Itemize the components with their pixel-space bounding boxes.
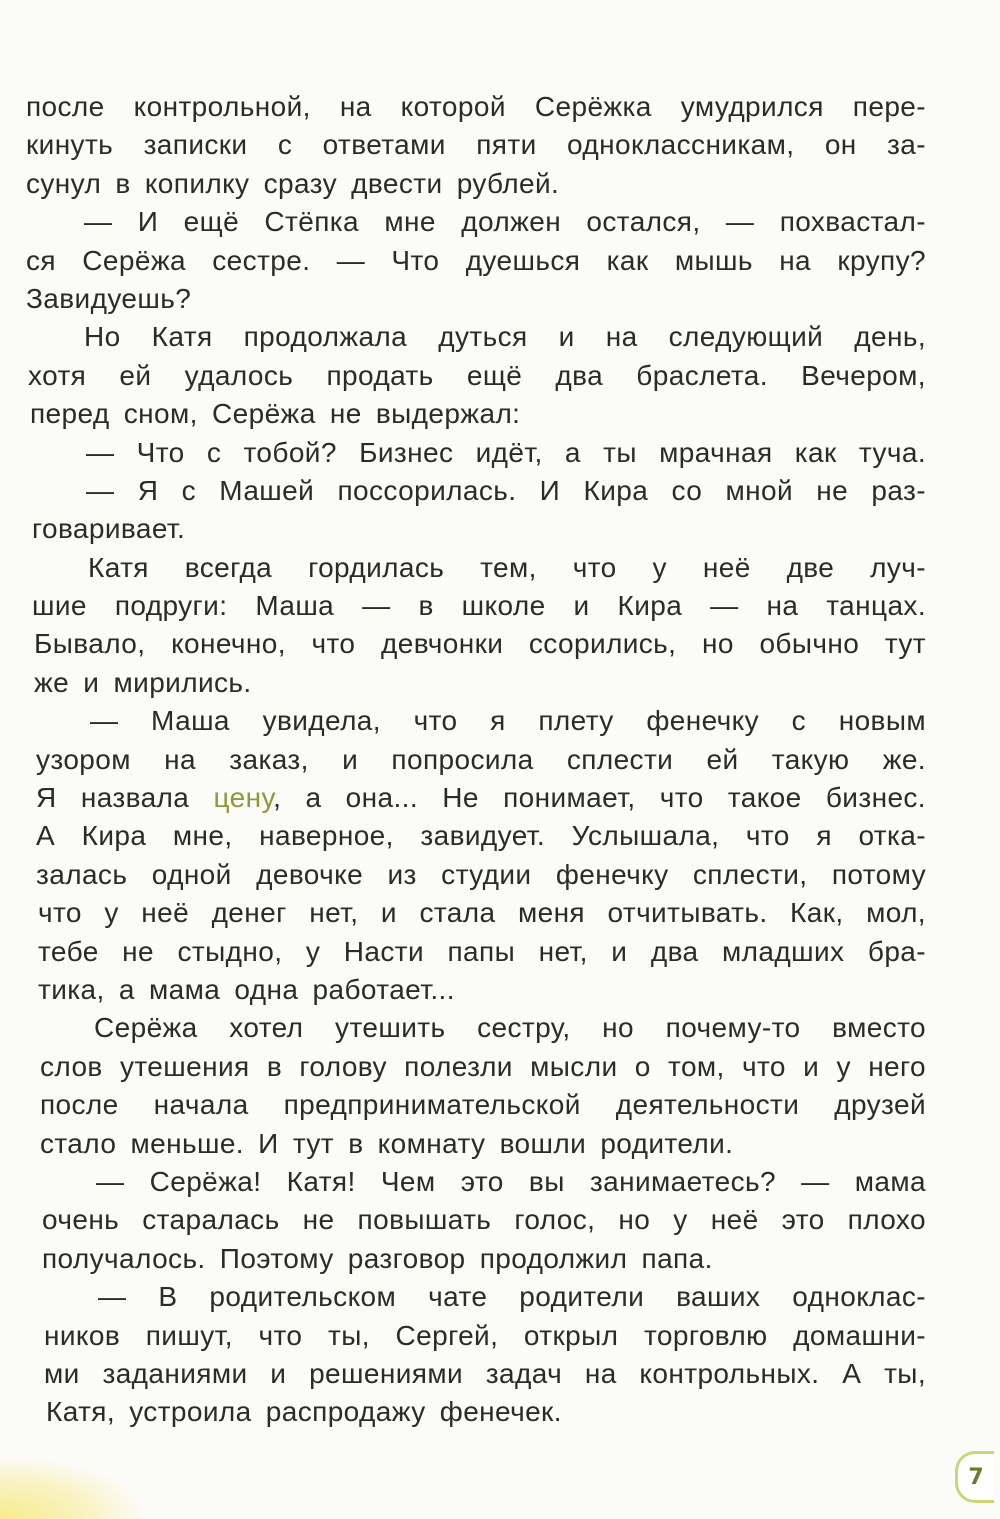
text-line (26, 357, 926, 395)
text-line (26, 434, 926, 472)
text-line (26, 779, 926, 817)
text-line-content: — Маша увидела, что я плету фенечку с новым (90, 705, 926, 737)
text-line-content: очень старалась не повышать голос, но у неё это плохо (42, 1204, 926, 1236)
text-line (26, 88, 926, 126)
decorative-splash (0, 1459, 140, 1519)
text-line-content: Серёжа хотел утешить сестру, но почему-то вместо (94, 1012, 926, 1044)
text-line (26, 664, 926, 702)
text-line-content: получалось. Поэтому разговор продолжил папа. (42, 1242, 713, 1274)
text-line (26, 1317, 926, 1355)
text-line (26, 856, 926, 894)
text-line-content: тика, а мама одна работает... (38, 973, 455, 1005)
text-line (26, 971, 926, 1009)
text-line (26, 817, 926, 855)
text-line-content: перед сном, Серёжа не выдержал: (30, 398, 521, 430)
text-line-content: — Серёжа! Катя! Чем это вы занимаетесь? — мама (96, 1165, 926, 1197)
text-line-content: же и мирились. (34, 666, 252, 698)
text-line (26, 1048, 926, 1086)
text-line-content: кинуть записки с ответами пяти одноклассникам, он за- (26, 129, 926, 161)
text-line (26, 1009, 926, 1047)
text-line-content: — В родительском чате родители ваших одноклас- (98, 1281, 926, 1313)
text-line-content: ников пишут, что ты, Сергей, открыл торговлю домашни- (44, 1319, 926, 1351)
text-line (26, 1163, 926, 1201)
text-line (26, 1086, 926, 1124)
text-line (26, 165, 926, 203)
text-line (26, 894, 926, 932)
text-line-tail: , а она... Не понимает, что такое бизнес. (273, 782, 926, 814)
body-text (26, 88, 926, 1432)
text-line-content: стало меньше. И тут в комнату вошли родители. (40, 1127, 734, 1159)
text-line-content: хотя ей удалось продать ещё два браслета. Вечером, (28, 359, 926, 391)
text-line-content: после контрольной, на которой Серёжка умудрился пере- (26, 91, 926, 122)
text-line (26, 395, 926, 433)
text-line (26, 280, 926, 318)
text-line-content: — Что с тобой? Бизнес идёт, а ты мрачная как туча. (86, 436, 926, 468)
text-line-content: — И ещё Стёпка мне должен остался, — похвастал- (84, 206, 926, 238)
text-line (26, 510, 926, 548)
text-line (26, 1355, 926, 1393)
text-line (26, 318, 926, 356)
text-line (26, 741, 926, 779)
page-number: 7 (955, 1451, 994, 1503)
text-line-content: тебе не стыдно, у Насти папы нет, и два младших бра- (38, 935, 926, 967)
text-line-content: говаривает. (32, 513, 186, 545)
text-line (26, 625, 926, 663)
text-line (26, 1393, 926, 1431)
text-line (26, 1278, 926, 1316)
text-line (26, 933, 926, 971)
text-line (26, 203, 926, 241)
text-line-content: — Я с Машей поссорилась. И Кира со мной не раз- (86, 474, 926, 506)
text-line-content: после начала предпринимательской деятельности друзей (40, 1089, 926, 1121)
text-line-content: что у неё денег нет, и стала меня отчитывать. Как, мол, (38, 897, 926, 929)
text-line-content: сунул в копилку сразу двести рублей. (26, 167, 560, 199)
text-line (26, 702, 926, 740)
text-line-content: Катя, устроила распродажу фенечек. (46, 1396, 562, 1428)
text-line (26, 549, 926, 587)
text-line-content: Но Катя продолжала дуться и на следующий день, (84, 321, 926, 353)
text-line-content: слов утешения в голову полезли мысли о том, что и у него (40, 1050, 926, 1082)
highlighted-word[interactable]: цену (213, 782, 274, 814)
text-line (26, 1240, 926, 1278)
text-line-content: ми заданиями и решениями задач на контрольных. А ты, (44, 1357, 926, 1389)
text-line-content: узором на заказ, и попросила сплести ей такую же. (36, 743, 926, 775)
text-line-content: Я назвала (36, 782, 214, 814)
text-line-content: Бывало, конечно, что девчонки ссорились, но обычно тут (34, 628, 926, 660)
text-line (26, 1201, 926, 1239)
text-line (26, 587, 926, 625)
text-line (26, 472, 926, 510)
text-line (26, 1125, 926, 1163)
text-line-content: А Кира мне, наверное, завидует. Услышала, что я отка- (36, 820, 926, 852)
text-line-content: залась одной девочке из студии фенечку сплести, потому (36, 858, 926, 890)
text-line (26, 242, 926, 280)
text-line-content: шие подруги: Маша — в школе и Кира — на танцах. (32, 590, 926, 622)
text-line (26, 126, 926, 164)
text-line-content: ся Серёжа сестре. — Что дуешься как мышь на крупу? (26, 244, 926, 276)
text-line-content: Катя всегда гордилась тем, что у неё две луч- (88, 551, 926, 583)
text-line-content: Завидуешь? (26, 282, 192, 314)
